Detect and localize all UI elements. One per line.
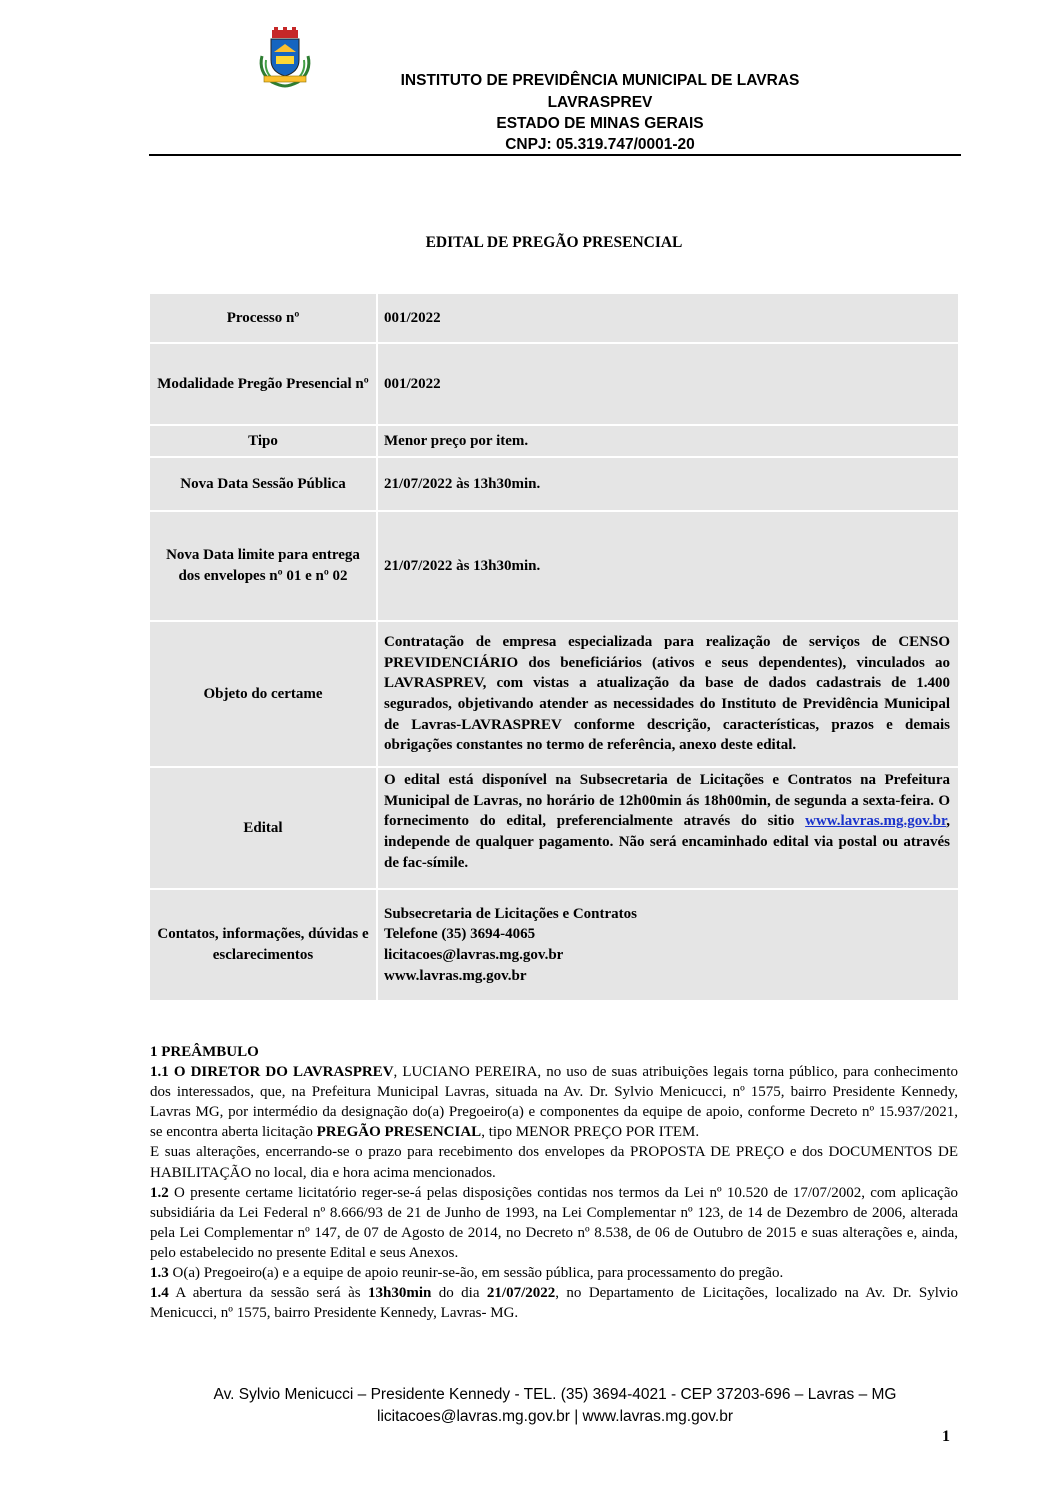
header-state: ESTADO DE MINAS GERAIS [496,115,704,132]
row-label: Objeto do certame [150,622,376,766]
paragraph-continuation: E suas alterações, encerrando-se o prazo para recebimento dos envelopes da PROPOSTA DE PREÇO e dos DOCUMENTOS DE HABILITAÇÃO no local, dia e hora acima mencionados. [150,1144,958,1181]
table-row [150,768,958,888]
table-row [150,890,958,1000]
contact-department: Subsecretaria de Licitações e Contratos [384,905,638,922]
contact-email: licitacoes@lavras.mg.gov.br [384,947,564,963]
row-value: 001/2022 [384,375,441,392]
row-label: Tipo [150,426,376,456]
header-divider [149,154,961,156]
row-value: 21/07/2022 às 13h30min. [384,557,541,574]
footer-contacts: licitacoes@lavras.mg.gov.br | www.lavras.mg.gov.br [377,1408,733,1425]
row-label: Processo nº [150,294,376,342]
paragraph-1-3: 1.3 O(a) Pregoeiro(a) e a equipe de apoio reunir-se-ão, em sessão pública, para processamento do pregão. [150,1265,784,1282]
paragraph-1-1: 1.1 O DIRETOR DO LAVRASPREV, LUCIANO PEREIRA, no uso de suas atribuições legais torna público, para conhecimento dos interessados, que, na Prefeitura Municipal Lavras, situada na Av. Dr. Sylvio Menicucci, nº 1575, bairro Presidente Kennedy, Lavras MG, por intermédio da designação do(a) Pregoeiro(a) e componentes da equipe de apoio, conforme Decreto nº 15.937/2021, se encontra aberta licitação PREGÃO PRESENCIAL, tipo MENOR PREÇO POR ITEM. [150,1064,958,1141]
paragraph-1-4: 1.4 A abertura da sessão será às 13h30min do dia 21/07/2022, no Departamento de Licitações, localizado na Av. Dr. Sylvio Menicucci, nº 1575, bairro Presidente Kennedy, Lavras- MG. [150,1285,959,1322]
row-value: 001/2022 [384,309,441,326]
row-value: O edital está disponível na Subsecretaria de Licitações e Contratos na Prefeitura Municipal de Lavras, no horário de 12h00min ás 18h00min, de segunda a sexta-feira. O fornecimento do edital, preferencialmente através do sitio www.lavras.mg.gov.br, independe de qualquer pagamento. Não será encaminhado edital via postal ou através de fac-símile. [384,772,950,871]
row-label: Modalidade Pregão Presencial nº [150,344,376,424]
section-heading: 1 PREÂMBULO [150,1044,259,1060]
row-label: Contatos, informações, dúvidas e esclarecimentos [150,890,376,1000]
header-acronym: LAVRASPREV [547,94,653,111]
table-row [150,294,958,342]
table-row [150,426,958,456]
row-value: Contratação de empresa especializada para realização de serviços de CENSO PREVIDENCIÁRIO dos beneficiários (ativos e seus dependentes), vinculados ao LAVRASPREV, com vistas a atualização da base de dados cadastrais de 1.400 segurados, objetivando atender as necessidades do Instituto de Previdência Municipal de Lavras-LAVRASPREV conforme descrição, características, prazos e demais obrigações constantes no termo de referência, anexo deste edital. [384,633,950,754]
paragraph-1-2: 1.2 O presente certame licitatório reger-se-á pelas disposições contidas nos termos da Lei nº 10.520 de 17/07/2002, com aplicação subsidiária da Lei Federal nº 8.666/93 de 21 de Junho de 1993, na Lei Complementar nº 123, de 14 de Dezembro de 2006, alterada pela Lei Complementar nº 147, de 07 de Agosto de 2014, no Decreto nº 8.538, de 06 de Outubro de 2015 e suas alterações e, ainda, pelo estabelecido no presente Edital e seus Anexos. [150,1184,958,1261]
table-row [150,622,958,766]
page-number: 1 [942,1428,950,1445]
contact-phone: Telefone (35) 3694-4065 [384,926,536,943]
row-label: Nova Data Sessão Pública [150,458,376,510]
website-link[interactable]: www.lavras.mg.gov.br [805,813,947,830]
contact-website: www.lavras.mg.gov.br [384,967,527,984]
row-label: Edital [150,768,376,888]
row-value: Menor preço por item. [384,432,529,449]
table-row [150,512,958,620]
table-row [150,344,958,424]
row-value: 21/07/2022 às 13h30min. [384,475,541,492]
row-label: Nova Data limite para entrega dos envelopes nº 01 e nº 02 [150,512,376,620]
footer-address: Av. Sylvio Menicucci – Presidente Kennedy - TEL. (35) 3694-4021 - CEP 37203-696 – Lavras – MG [213,1386,897,1403]
header-cnpj: CNPJ: 05.319.747/0001-20 [505,136,695,153]
document-title: EDITAL DE PREGÃO PRESENCIAL [425,234,683,251]
table-row [150,458,958,510]
page-footer [120,1384,990,1428]
header-institute-name: INSTITUTO DE PREVIDÊNCIA MUNICIPAL DE LAVRAS [400,72,800,89]
preamble-section [150,1042,958,1323]
contacts-block [384,904,950,987]
